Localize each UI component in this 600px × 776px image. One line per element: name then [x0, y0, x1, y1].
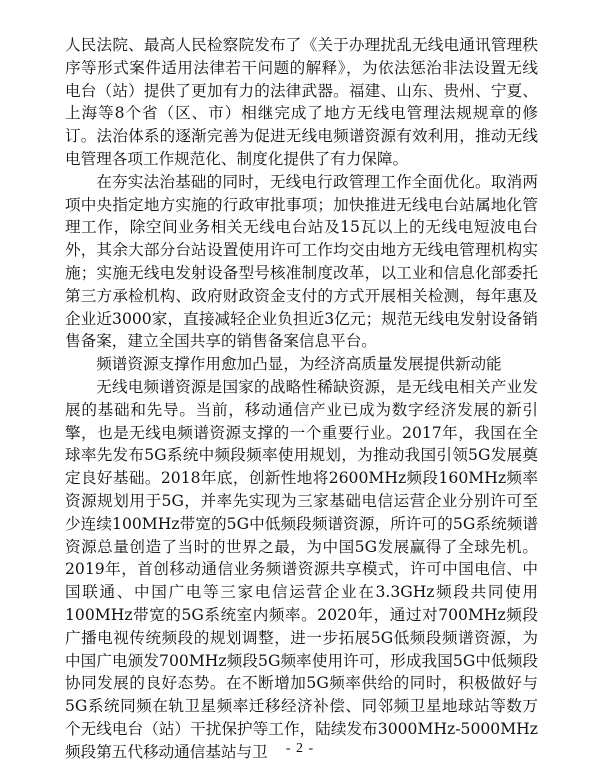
document-body: [65, 34, 538, 764]
paragraph-legal-framework: 人民法院、最高人民检察院发布了《关于办理扰乱无线电通讯管理秩序等形式案件适用法律若干问题的解释》，为依法惩治非法设置无线电台（站）提供了更加有力的法律武器。福建、山东、贵州、宁夏、上海等8个省（区、市）相继完成了地方无线电管理法规规章的修订。法治体系的逐渐完善为促进无线电频谱资源有效利用，推动无线电管理各项工作规范化、制度化提供了有力保障。: [65, 36, 538, 168]
paragraph-spectrum-5g: 无线电频谱资源是国家的战略性稀缺资源，是无线电相关产业发展的基础和先导。当前，移动通信产业已成为数字经济发展的新引擎，也是无线电频谱资源支撑的一个重要行业。2017年，我国在全球率先发布5G系统中频段频率使用规划，为推动我国引领5G发展奠定良好基础。2018年底，创新性地将2600MHz频段160MHz频率资源规划用于5G，并率先实现为三家基础电信运营企业分别许可至少连续100MHz带宽的5G中低频段频谱资源，所许可的5G系统频谱资源总量创造了当时的世界之最，为中国5G发展赢得了全球先机。2019年，首创移动通信业务频谱资源共享模式，许可中国电信、中国联通、中国广电等三家电信运营企业在3.3GHz频段共同使用100MHz带宽的5G系统室内频率。2020年，通过对700MHz频段广播电视传统频段的规划调整，进一步拓展5G低频段频谱资源，为中国广电颁发700MHz频段5G频率使用许可，形成我国5G中低频段协同发展的良好态势。在不断增加5G频率供给的同时，积极做好与5G系统同频在轨卫星频率迁移经济补偿、同邻频卫星地球站等数万个无线电台（站）干扰保护等工作，陆续发布3000MHz-5000MHz频段第五代移动通信基站与卫: [65, 377, 538, 761]
page-number: - 2 -: [285, 741, 315, 756]
paragraph-administrative-optimization: 在夯实法治基础的同时，无线电行政管理工作全面优化。取消两项中央指定地方实施的行政审批事项；加快推进无线电台站属地化管理工作，除空间业务相关无线电台站及15瓦以上的无线电短波电台外，其余大部分台站设置使用许可工作均交由地方无线电管理机构实施；实施无线电发射设备型号核准制度改革，以工业和信息化部委托第三方承检机构、政府财政资金支付的方式开展相关检测，每年惠及企业近3000家，直接减轻企业负担近3亿元；规范无线电发射设备销售备案，建立全国共享的销售备案信息平台。: [65, 172, 538, 351]
section-heading-spectrum: 频谱资源支撑作用愈加凸显，为经济高质量发展提供新动能: [96, 355, 502, 374]
